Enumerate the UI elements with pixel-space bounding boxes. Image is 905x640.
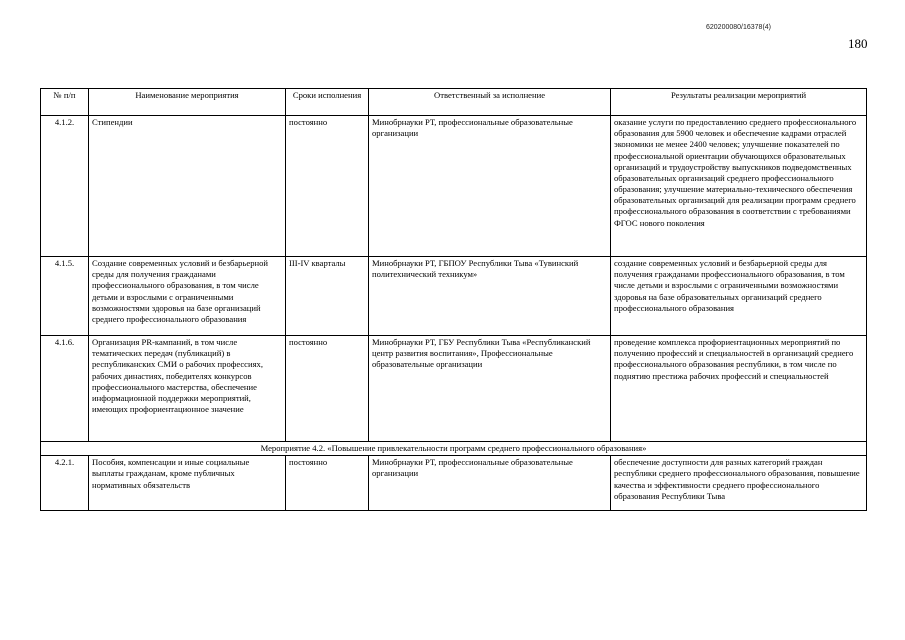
page-number: 180 [848, 36, 868, 51]
table-row [41, 336, 867, 442]
activities-table [40, 88, 867, 511]
activity-result: проведение комплекса профориентационных мероприятий по получению профессий и специальностей в организаций среднего профессионального образования республики, в том числе по поднятию престижа рабочих профессий и специальностей [611, 336, 867, 442]
table-row [41, 116, 867, 257]
activity-responsible: Минобрнауки РТ, профессиональные образовательные организации [369, 456, 611, 511]
activity-term: постоянно [286, 456, 369, 511]
col-header-responsible: Ответственный за исполнение [369, 89, 611, 116]
activity-result: создание современных условий и безбарьерной среды для получения гражданами профессионального образования, в том числе детьми и взрослыми с ограниченными возможностями здоровья на базе образовательных организаций среднего профессионального образования [611, 257, 867, 336]
col-header-term: Сроки исполнения [286, 89, 369, 116]
table-row [41, 456, 867, 511]
activity-responsible: Минобрнауки РТ, ГБПОУ Республики Тыва «Тувинский политехнический техникум» [369, 257, 611, 336]
table-header-row [41, 89, 867, 116]
activity-name: Организация PR-кампаний, в том числе тематических передач (публикаций) в республиканских СМИ о рабочих профессиях, рабочих династиях, победителях конкурсов профессионального мастерства, обеспечение информационной поддержки мероприятий, имеющих профориентационное значение [89, 336, 286, 442]
document-id: 620200080/16378(4) [706, 24, 772, 31]
row-number: 4.2.1. [41, 456, 89, 511]
col-header-name: Наименование мероприятия [89, 89, 286, 116]
row-number: 4.1.5. [41, 257, 89, 336]
activity-term: постоянно [286, 116, 369, 257]
activity-term: III-IV кварталы [286, 257, 369, 336]
row-number: 4.1.2. [41, 116, 89, 257]
activity-responsible: Минобрнауки РТ, ГБУ Республики Тыва «Республиканский центр развития воспитания», Профессиональные образовательные организации [369, 336, 611, 442]
section-row [41, 442, 867, 456]
activity-term: постоянно [286, 336, 369, 442]
table-row [41, 257, 867, 336]
col-header-result: Результаты реализации мероприятий [611, 89, 867, 116]
col-header-number: № п/п [41, 89, 89, 116]
section-title: Мероприятие 4.2. «Повышение привлекательности программ среднего профессионального образования» [41, 442, 867, 456]
activity-result: оказание услуги по предоставлению среднего профессионального образования для 5900 человек и обеспечение кадрами отраслей экономики не менее 2400 человек; улучшение показателей по профессиональной ориентации обучающихся образовательных организаций и трудоустройству выпускников подведомственных образовательных организаций среднего профессионального образования; улучшение материально-технического обеспечения образовательных организаций для реализации программ среднего профессионального образования в соответствии с требованиями ФГОС нового поколения [611, 116, 867, 257]
activity-result: обеспечение доступности для разных категорий граждан республики среднего профессионального образования, повышение качества и эффективности среднего профессионального образования Республики Тыва [611, 456, 867, 511]
activity-name: Создание современных условий и безбарьерной среды для получения гражданами профессионального образования, в том числе детьми и взрослыми с ограниченными возможностями здоровья на базе организаций среднего профессионального образования [89, 257, 286, 336]
activity-responsible: Минобрнауки РТ, профессиональные образовательные организации [369, 116, 611, 257]
row-number: 4.1.6. [41, 336, 89, 442]
activity-name: Пособия, компенсации и иные социальные выплаты гражданам, кроме публичных нормативных обязательств [89, 456, 286, 511]
activity-name: Стипендии [89, 116, 286, 257]
